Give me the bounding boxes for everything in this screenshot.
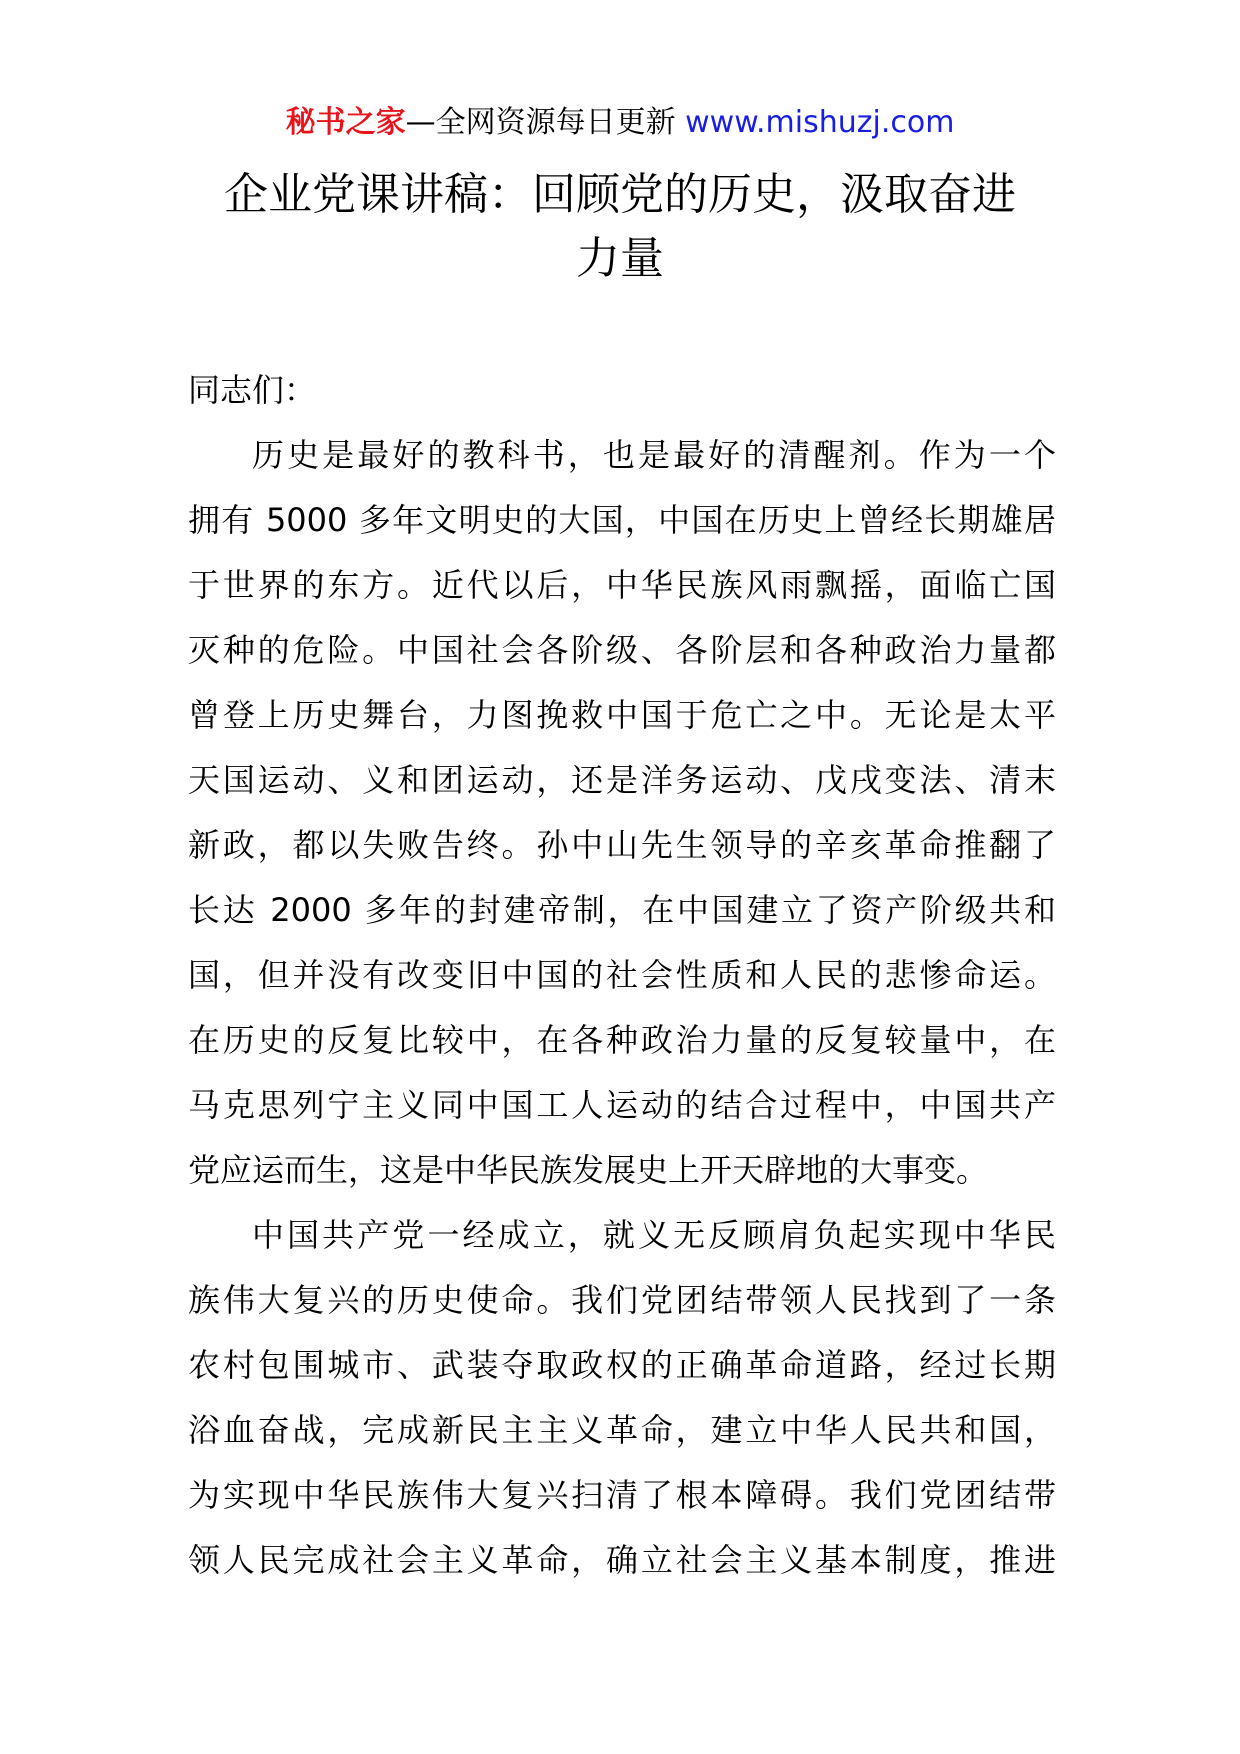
site-url-link[interactable]: www.mishuzj.com — [685, 105, 955, 140]
document-body — [188, 358, 1056, 1593]
text-line: 农村包围城市、武装夺取政权的正确革命道路，经过长期 — [188, 1346, 1056, 1384]
brand-name: 秘书之家 — [285, 105, 406, 140]
text-line: 浴血奋战，完成新民主主义革命，建立中华人民共和国， — [188, 1411, 1056, 1449]
text-line: 长达 2000 多年的封建帝制，在中国建立了资产阶级共和 — [188, 891, 1056, 929]
text-line: 为实现中华民族伟大复兴扫清了根本障碍。我们党团结带 — [188, 1476, 1056, 1514]
paragraph-1 — [188, 423, 1056, 1203]
document-title — [190, 163, 1050, 291]
title-line-1: 企业党课讲稿：回顾党的历史，汲取奋进 — [224, 169, 1016, 220]
text-line: 曾登上历史舞台，力图挽救中国于危亡之中。无论是太平 — [188, 696, 1056, 734]
title-line-2: 力量 — [576, 233, 664, 284]
text-line: 马克思列宁主义同中国工人运动的结合过程中，中国共产 — [188, 1086, 1056, 1124]
text-line: 历史是最好的教科书，也是最好的清醒剂。作为一个 — [252, 436, 1056, 474]
text-line: 党应运而生，这是中华民族发展史上开天辟地的大事变。 — [188, 1151, 989, 1189]
site-header — [0, 103, 1240, 143]
text-line: 天国运动、义和团运动，还是洋务运动、戊戌变法、清末 — [188, 761, 1056, 799]
text-line: 灭种的危险。中国社会各阶级、各阶层和各种政治力量都 — [188, 631, 1056, 669]
header-slogan: —全网资源每日更新 — [405, 105, 686, 140]
text-line: 在历史的反复比较中，在各种政治力量的反复较量中，在 — [188, 1021, 1056, 1059]
text-line: 于世界的东方。近代以后，中华民族风雨飘摇，面临亡国 — [188, 566, 1056, 604]
text-line: 族伟大复兴的历史使命。我们党团结带领人民找到了一条 — [188, 1281, 1056, 1319]
text-line: 拥有 5000 多年文明史的大国，中国在历史上曾经长期雄居 — [188, 501, 1056, 539]
salutation: 同志们： — [188, 371, 317, 409]
text-line: 中国共产党一经成立，就义无反顾肩负起实现中华民 — [252, 1216, 1056, 1254]
paragraph-2 — [188, 1203, 1056, 1593]
text-line: 国，但并没有改变旧中国的社会性质和人民的悲惨命运。 — [188, 956, 1056, 994]
text-line: 新政，都以失败告终。孙中山先生领导的辛亥革命推翻了 — [188, 826, 1056, 864]
text-line: 领人民完成社会主义革命，确立社会主义基本制度，推进 — [188, 1541, 1056, 1579]
